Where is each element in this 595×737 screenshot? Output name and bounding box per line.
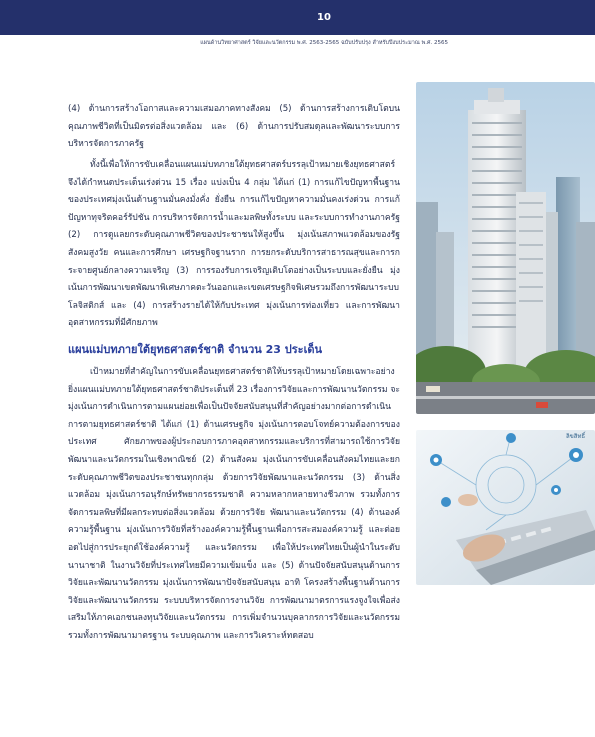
city-illustration (416, 82, 595, 414)
section-heading: แผนแม่บทภายใต้ยุทธศาสตร์ชาติ จำนวน 23 ประเด็น (68, 343, 322, 356)
bangkok-skyline-photo (416, 82, 595, 414)
running-title: แผนด้านวิทยาศาสตร์ วิจัยและนวัตกรรม พ.ศ. 2563-2565 ฉบับปรับปรุง สำหรับปีงบประมาณ พ.ศ. 2565 (200, 40, 448, 46)
paragraph-2-text: ทั้งนี้เพื่อให้การขับเคลื่อนแผนแม่บทภายใต้ยุทธศาสตร์บรรลุเป้าหมายเชิงยุทธศาสตร์ จึงได้กำหนดประเด็นเร่งด่วน 15 เรื่อง แบ่งเป็น 4 กลุ่ม ได้แก่ (1) การแก้ไขปัญหาพื้นฐานของประเทศมุ่งเน้นด้านฐานมั่นคงมั่งคั่ง ยั่งยืน การแก้ไขปัญหาความมั่นคงเร่งด่วน การแก้ปัญหาทุจริตคอร์รัปชัน การบริหารจัดการน้ำและมลพิษทั้งระบบ และระบบการทำงานภาครัฐ (2) การดูแลยกระดับคุณภาพชีวิตของประชาชนให้สูงขึ้น มุ่งเน้นสภาพแวดล้อมของรัฐ สังคมสูงวัย คนและการศึกษา เศรษฐกิจฐานราก การยกระดับบริการสาธารณสุขและการกระจายศูนย์กลางความเจริญ (3) การรองรับการเจริญเติบโตอย่างเป็นระบบและยั่งยืน มุ่งเน้นการพัฒนาเขตพัฒนาพิเศษภาคตะวันออกและเขตเศรษฐกิจพิเศษรวมถึงการพัฒนาระบบโลจิสติกส์ และ (4) การสร้างรายได้ให้กับประเทศ มุ่งเน้นการท่องเที่ยว และการพัฒนาอุตสาหกรรมที่มีศักยภาพ (68, 160, 400, 329)
page-number: 10 (317, 12, 331, 23)
paragraph-3-text: เป้าหมายที่สำคัญในการขับเคลื่อนยุทธศาสตร์ชาติให้บรรลุเป้าหมายโดยเฉพาะอย่างยิ่งแผนแม่บทภายใต้ยุทธศาสตร์ชาติประเด็นที่ 23 เรื่องการวิจัยและการพัฒนานวัตกรรม จะมุ่งเน้นการดำเนินการตามแผนย่อยเพื่อเป็นปัจจัยสนับสนุนที่สำคัญอย่างมากต่อการดำเนินการตามยุทธศาสตร์ชาติ ได้แก่ (1) ด้านเศรษฐกิจ มุ่งเน้นการตอบโจทย์ความต้องการของประเทศ ศักยภาพของผู้ประกอบการภาคอุตสาหกรรมและบริการที่สามารถใช้การวิจัย พัฒนาและนวัตกรรมในเชิงพาณิชย์ (2) ด้านสังคม มุ่งเน้นการขับเคลื่อนสังคมไทยและยกระดับคุณภาพชีวิตของประชาชนทุกกลุ่ม ด้วยการวิจัยพัฒนาและนวัตกรรม (3) ด้านสิ่งแวดล้อม มุ่งเน้นการอนุรักษ์ทรัพยากรธรรมชาติ ความหลากหลายทางชีวภาพ รวมทั้งการจัดการมลพิษที่มีผลกระทบต่อสิ่งแวดล้อม ด้วยการวิจัย พัฒนาและนวัตกรรม (4) ด้านองค์ความรู้พื้นฐาน มุ่งเน้นการวิจัยที่สร้างองค์ความรู้พื้นฐานเพื่อการสะสมองค์ความรู้ และต่อยอดไปสู่การประยุกต์ใช้องค์ความรู้ และนวัตกรรม เพื่อให้ประเทศไทยเป็นผู้นำในระดับนานาชาติ ในงานวิจัยที่ประเทศไทยมีความเข้มแข็ง และ (5) ด้านปัจจัยสนับสนุนด้านการวิจัยและพัฒนานวัตกรรม มุ่งเน้นการพัฒนาปัจจัยสนับสนุน อาทิ โครงสร้างพื้นฐานด้านการวิจัยและพัฒนานวัตกรรม ระบบบริหารจัดการงานวิจัย การพัฒนามาตรการแรงจูงใจเพื่อส่งเสริมให้ภาคเอกชนลงทุนวิจัยและนวัตกรรม การเพิ่มจำนวนบุคลากรการวิจัยและนวัตกรรม รวมทั้งการพัฒนามาตรฐาน ระบบคุณภาพ และการวิเคราะห์ทดสอบ (68, 367, 400, 641)
top-banner (0, 0, 595, 35)
paragraph-2 (68, 157, 400, 333)
paragraph-1-text: (4) ด้านการสร้างโอกาสและความเสมอภาคทางสังคม (5) ด้านการสร้างการเติบโตบนคุณภาพชีวิตที่เป็นมิตรต่อสิ่งแวดล้อม และ (6) ด้านการปรับสมดุลและพัฒนาระบบการบริหารจัดการภาครัฐ (68, 104, 400, 150)
laptop-innovation-photo (416, 430, 595, 585)
paragraph-1 (68, 101, 400, 154)
tech-illustration (416, 430, 595, 585)
paragraph-3 (68, 364, 400, 646)
tech-overlay-text: ลิขสิทธิ์ (566, 433, 586, 440)
